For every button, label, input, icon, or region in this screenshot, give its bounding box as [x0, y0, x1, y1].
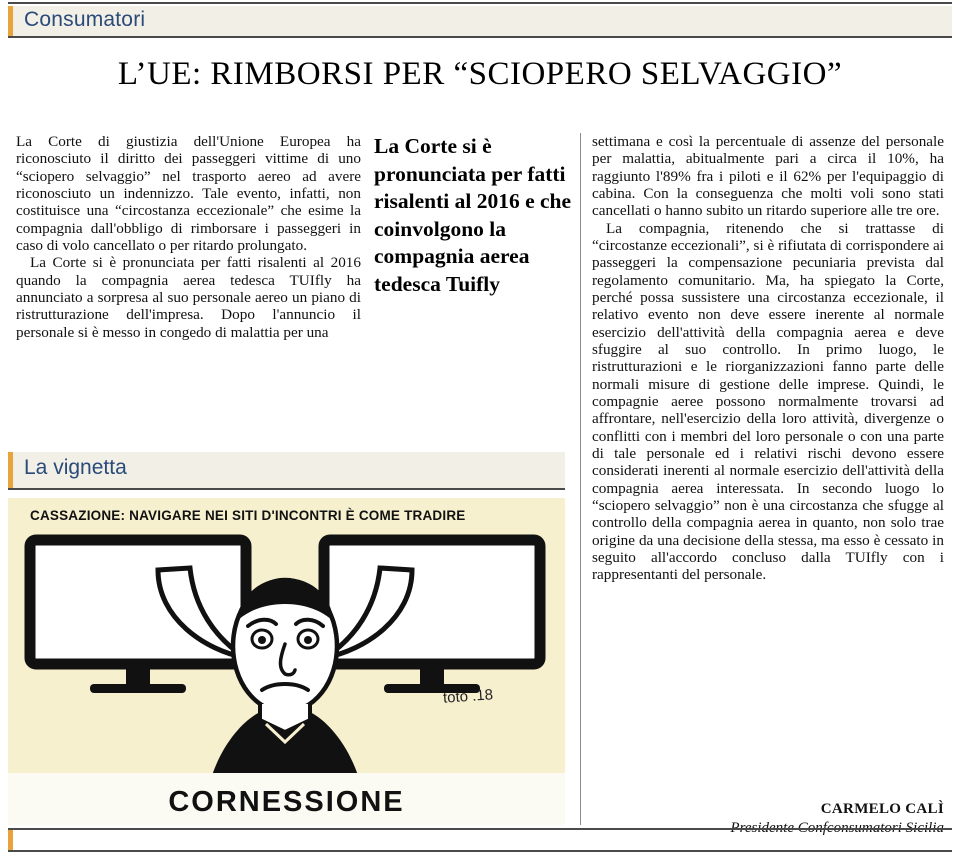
bottom-divider-1: [8, 828, 952, 830]
cartoon-top-caption: CASSAZIONE: NAVIGARE NEI SITI D'INCONTRI È COME TRADIRE: [30, 508, 466, 523]
section-header-consumatori: [8, 6, 952, 38]
author-name: CARMELO CALÌ: [820, 801, 944, 817]
paragraph: La compagnia, ritenendo che si trattasse di “circostanze eccezionali”, si è rifiutata di corrispondere ai passeggeri la compensazione pecuniaria prevista dal regolamento comunitario. Ma, ha spiegato la Corte, perché possa sussistere una circostanza eccezionale, il relativo evento non deve essere inerente al normale esercizio dell'attività della compagnia aerea e deve sfuggire al suo controllo. In primo luogo, le ristrutturazioni e le riorganizzazioni fanno parte delle normali misure di gestione delle imprese. Quindi, le compagnie aeree possono normalmente trovarsi ad affrontare, nell'esercizio della loro attività, divergenze o conflitti con i membri del loro personale o con una parte di tale personale ed i relativi rischi devono essere considerati inerenti al normale esercizio dell'attività della compagnia aerea interessata. In secondo luogo lo “sciopero selvaggio” non è una circostanza che sfugge al controllo della compagnia aerea in quanto, non solo trae origine da una decisione della stessa, ma esso è cessato in seguito all'accordo concluso dalla TUIfly con i rappresentanti del personale.: [592, 219, 944, 584]
section-header-vignetta: [8, 452, 565, 490]
paragraph: settimana e così la percentuale di assenze del personale per malattia, abitualmente pari a circa il 10%, ha raggiunto l'89% fra i piloti e il 62% per l'equipaggio di cabina. Con la conseguenza che molti voli sono stati cancellati o hanno subito un ritardo superiore alle tre ore.: [592, 133, 944, 220]
section-title: Consumatori: [24, 8, 146, 31]
pull-quote: La Corte si è pronunciata per fatti risalenti al 2016 e che coinvolgono la compagnia aerea tedesca Tuifly: [374, 134, 572, 296]
article-column-1: [16, 133, 361, 341]
author-signature: [592, 800, 944, 838]
bottom-accent-bar: [8, 830, 13, 852]
cartoon-bottom-caption: CORNESSIONE: [168, 786, 405, 818]
section-accent-bar: [8, 6, 13, 36]
paragraph: La Corte si è pronunciata per fatti risalenti al 2016 quando la compagnia aerea tedesca TUIfly ha annunciato a sorpresa al suo personale aereo un piano di ristrutturazione dell'impresa. Dopo l'annuncio il personale si è messo in congedo di malattia per una: [16, 254, 361, 341]
top-divider: [8, 2, 952, 4]
article-column-3: [592, 133, 944, 584]
vignetta-accent-bar: [8, 452, 13, 488]
paragraph: La Corte di giustizia dell'Unione Europea ha riconosciuto il diritto dei passeggeri vittime di uno “sciopero selvaggio” nel trasporto aereo ad avere riconosciuto un indennizzo. Tale evento, infatti, non costituisce una “circostanza eccezionale” che esime la compagnia dall'obbligo di rimborsare i passeggeri in caso di volo cancellato o per ritardo prolungato.: [16, 133, 361, 254]
page-title: L’UE: RIMBORSI PER “SCIOPERO SELVAGGIO”: [117, 56, 843, 92]
column-divider: [580, 133, 581, 825]
cartoon-illustration: [8, 498, 565, 825]
vignetta-title: La vignetta: [24, 456, 127, 479]
cartoonist-signature: toto .18: [442, 686, 494, 707]
